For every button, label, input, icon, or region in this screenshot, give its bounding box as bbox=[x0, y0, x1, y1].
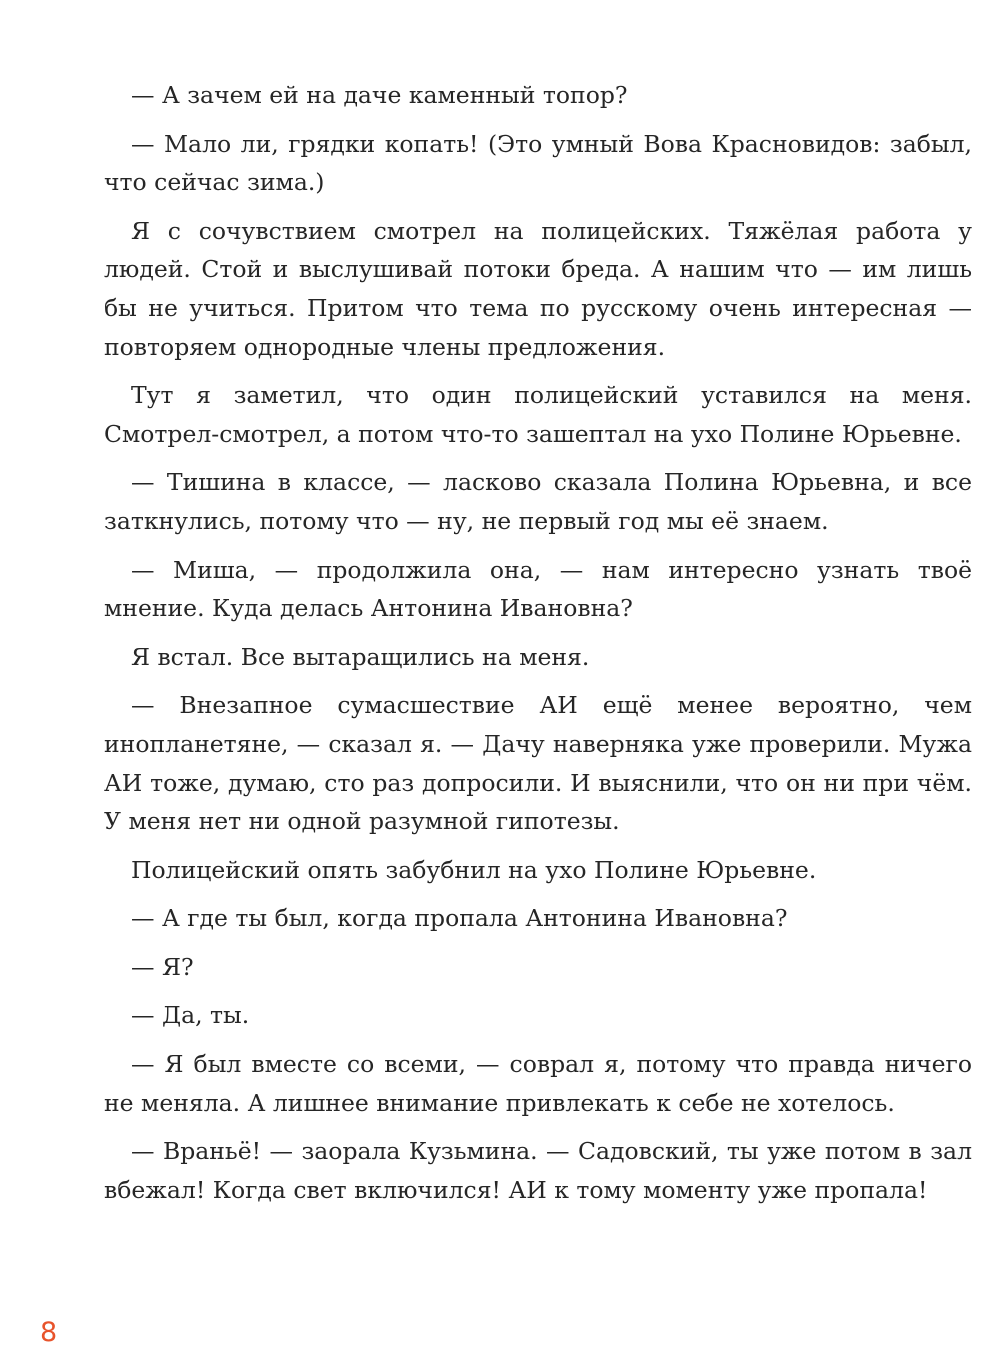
paragraph-4: Тут я заметил, что один полицейский уставился на меня. Смотрел-смотрел, а потом что-то зашептал на ухо Полине Юрьевне. bbox=[104, 381, 972, 448]
page-number: 8 bbox=[40, 1317, 58, 1348]
paragraph-2: — Мало ли, грядки копать! (Это умный Вова Красновидов: забыл, что сейчас зима.) bbox=[104, 129, 972, 197]
paragraph-3: Я с сочувствием смотрел на полицейских. Тяжёлая работа у людей. Стой и выслушивай потоки бреда. А нашим что — им лишь бы не учиться. Притом что тема по русскому очень интересная — повторяем однородные члены предложения. bbox=[104, 216, 972, 361]
paragraph-5: — Тишина в классе, — ласково сказала Полина Юрьевна, и все заткнулись, потому что — ну, не первый год мы её знаем. bbox=[104, 468, 972, 535]
paragraph-1: — А зачем ей на даче каменный топор? bbox=[131, 81, 628, 109]
book-page-text bbox=[104, 76, 972, 1219]
paragraph-14: — Враньё! — заорала Кузьмина. — Садовский, ты уже потом в зал вбежал! Когда свет включился! АИ к тому моменту уже пропала! bbox=[104, 1137, 972, 1204]
paragraph-12: — Да, ты. bbox=[131, 1001, 250, 1030]
paragraph-7: Я встал. Все вытаращились на меня. bbox=[131, 642, 590, 671]
paragraph-10: — А где ты был, когда пропала Антонина Ивановна? bbox=[131, 904, 788, 933]
paragraph-11: — Я? bbox=[131, 952, 194, 981]
paragraph-9: Полицейский опять забубнил на ухо Полине Юрьевне. bbox=[131, 855, 817, 884]
paragraph-8: — Внезапное сумасшествие АИ ещё менее вероятно, чем инопланетяне, — сказал я. — Дачу наверняка уже проверили. Мужа АИ тоже, думаю, сто раз допросили. И выяснили, что он ни при чём. У меня нет ни одной разумной гипотезы. bbox=[104, 691, 972, 836]
paragraph-6: — Миша, — продолжила она, — нам интересно узнать твоё мнение. Куда делась Антонина Ивановна? bbox=[104, 555, 972, 623]
paragraph-13: — Я был вместе со всеми, — соврал я, потому что правда ничего не меняла. А лишнее внимание привлекать к себе не хотелось. bbox=[104, 1050, 972, 1117]
